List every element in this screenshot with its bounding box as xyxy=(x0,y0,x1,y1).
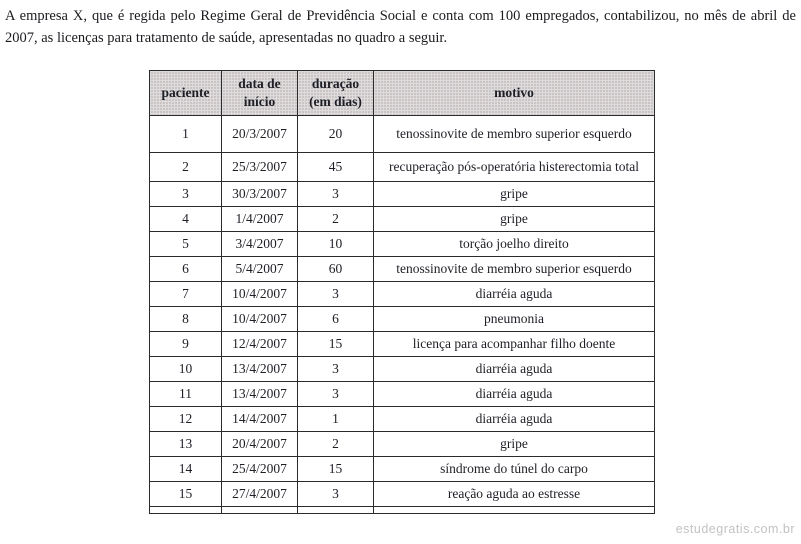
col-header-motivo: motivo xyxy=(374,71,655,116)
cell-duracao: 60 xyxy=(298,257,374,282)
cell-motivo: diarréia aguda xyxy=(374,407,655,432)
table-row xyxy=(150,407,655,432)
cell-motivo: gripe xyxy=(374,207,655,232)
cell-data-inicio: 10/4/2007 xyxy=(222,307,298,332)
cell-paciente: 11 xyxy=(150,382,222,407)
cell-data-inicio: 20/3/2007 xyxy=(222,116,298,153)
table-row xyxy=(150,116,655,153)
cell-data-inicio: 20/4/2007 xyxy=(222,432,298,457)
table-row xyxy=(150,482,655,507)
intro-paragraph: A empresa X, que é regida pelo Regime Geral de Previdência Social e conta com 100 empregados, contabilizou, no mês de abril de 2007, as licenças para tratamento de saúde, apresentadas no quadro a seguir. xyxy=(5,8,796,46)
cell-paciente: 2 xyxy=(150,153,222,182)
cell-data-inicio: 12/4/2007 xyxy=(222,332,298,357)
table-row xyxy=(150,207,655,232)
cell-motivo: recuperação pós-operatória histerectomia total xyxy=(374,153,655,182)
col-header-data-inicio-line2: início xyxy=(243,94,276,109)
table-row xyxy=(150,182,655,207)
cell-paciente: 15 xyxy=(150,482,222,507)
table-row xyxy=(150,457,655,482)
cell-duracao: 2 xyxy=(298,432,374,457)
col-header-data-inicio-line1: data de xyxy=(238,76,281,91)
cell-duracao: 15 xyxy=(298,457,374,482)
cell-data-inicio: 25/3/2007 xyxy=(222,153,298,182)
cell-paciente: 10 xyxy=(150,357,222,382)
footer-strip-cell xyxy=(298,507,374,514)
cell-duracao: 15 xyxy=(298,332,374,357)
cell-paciente: 14 xyxy=(150,457,222,482)
col-header-duracao-line2: (em dias) xyxy=(309,94,362,109)
footer-strip-cell xyxy=(374,507,655,514)
cell-motivo: torção joelho direito xyxy=(374,232,655,257)
cell-data-inicio: 30/3/2007 xyxy=(222,182,298,207)
cell-duracao: 1 xyxy=(298,407,374,432)
cell-duracao: 2 xyxy=(298,207,374,232)
cell-data-inicio: 1/4/2007 xyxy=(222,207,298,232)
cell-duracao: 10 xyxy=(298,232,374,257)
table-row xyxy=(150,153,655,182)
cell-data-inicio: 13/4/2007 xyxy=(222,382,298,407)
table-row xyxy=(150,232,655,257)
table-row xyxy=(150,282,655,307)
cell-data-inicio: 5/4/2007 xyxy=(222,257,298,282)
cell-paciente: 5 xyxy=(150,232,222,257)
col-header-duracao-line1: duração xyxy=(311,76,360,91)
cell-motivo: tenossinovite de membro superior esquerdo xyxy=(374,116,655,153)
col-header-paciente: paciente xyxy=(150,71,222,116)
cell-data-inicio: 27/4/2007 xyxy=(222,482,298,507)
cell-duracao: 6 xyxy=(298,307,374,332)
cell-motivo: diarréia aguda xyxy=(374,282,655,307)
table-footer-strip xyxy=(150,507,655,514)
cell-data-inicio: 25/4/2007 xyxy=(222,457,298,482)
cell-motivo: gripe xyxy=(374,432,655,457)
cell-motivo: tenossinovite de membro superior esquerdo xyxy=(374,257,655,282)
cell-motivo: reação aguda ao estresse xyxy=(374,482,655,507)
table-row xyxy=(150,357,655,382)
cell-duracao: 45 xyxy=(298,153,374,182)
leave-table xyxy=(149,70,655,514)
cell-data-inicio: 3/4/2007 xyxy=(222,232,298,257)
cell-paciente: 1 xyxy=(150,116,222,153)
cell-paciente: 12 xyxy=(150,407,222,432)
table-row xyxy=(150,432,655,457)
cell-paciente: 9 xyxy=(150,332,222,357)
cell-motivo: pneumonia xyxy=(374,307,655,332)
footer-strip-cell xyxy=(150,507,222,514)
cell-data-inicio: 14/4/2007 xyxy=(222,407,298,432)
cell-duracao: 3 xyxy=(298,482,374,507)
footer-strip-cell xyxy=(222,507,298,514)
cell-paciente: 3 xyxy=(150,182,222,207)
cell-motivo: licença para acompanhar filho doente xyxy=(374,332,655,357)
cell-paciente: 6 xyxy=(150,257,222,282)
table-header-row xyxy=(150,71,655,116)
table-row xyxy=(150,257,655,282)
cell-motivo: diarréia aguda xyxy=(374,382,655,407)
watermark: estudegratis.com.br xyxy=(675,522,795,536)
cell-motivo: síndrome do túnel do carpo xyxy=(374,457,655,482)
col-header-data-inicio xyxy=(222,71,298,116)
cell-data-inicio: 13/4/2007 xyxy=(222,357,298,382)
cell-duracao: 3 xyxy=(298,382,374,407)
cell-paciente: 4 xyxy=(150,207,222,232)
cell-motivo: gripe xyxy=(374,182,655,207)
cell-paciente: 13 xyxy=(150,432,222,457)
table-row xyxy=(150,307,655,332)
cell-motivo: diarréia aguda xyxy=(374,357,655,382)
cell-data-inicio: 10/4/2007 xyxy=(222,282,298,307)
table-row xyxy=(150,382,655,407)
cell-duracao: 3 xyxy=(298,357,374,382)
cell-paciente: 7 xyxy=(150,282,222,307)
col-header-duracao xyxy=(298,71,374,116)
cell-duracao: 3 xyxy=(298,282,374,307)
cell-duracao: 3 xyxy=(298,182,374,207)
table-row xyxy=(150,332,655,357)
cell-duracao: 20 xyxy=(298,116,374,153)
cell-paciente: 8 xyxy=(150,307,222,332)
